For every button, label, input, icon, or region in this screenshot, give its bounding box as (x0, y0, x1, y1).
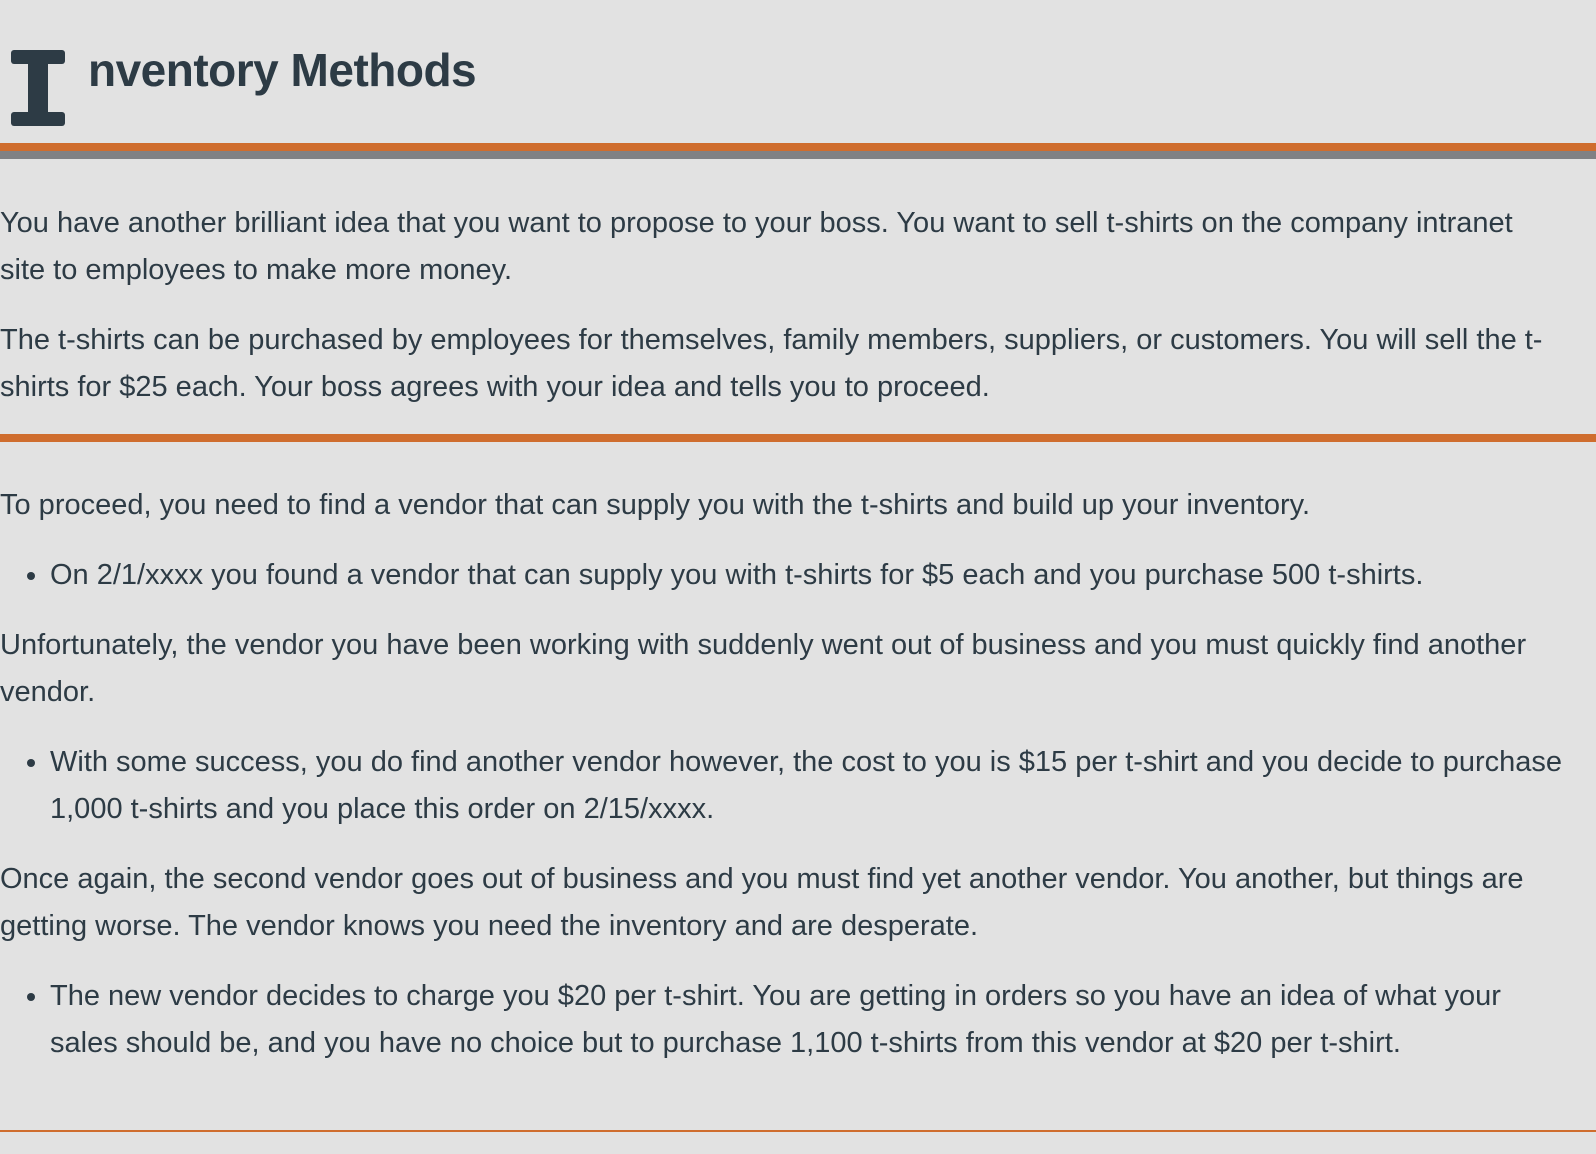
page-title: nventory Methods (88, 44, 477, 96)
bullet-list-3 (0, 973, 1565, 1067)
intro-section (0, 200, 1565, 434)
scenario-section (0, 482, 1565, 1090)
bullet-item-2: • With some success, you do find another vendor however, the cost to you is $15 per t-shirt and you decide to purchase 1,000 t-shirts and you place this order on 2/15/xxxx. (50, 739, 1565, 833)
intro-paragraph-1: You have another brilliant idea that you want to propose to your boss. You want to sell t-shirts on the company intranet site to employees to make more money. (0, 207, 1513, 286)
page-header (0, 0, 1596, 146)
bullet-item-3: • The new vendor decides to charge you $20 per t-shirt. You are getting in orders so you have an idea of what your sales should be, and you have no choice but to purchase 1,100 t-shirts from this vendor at $20 per t-shirt. (50, 973, 1565, 1067)
bullet-item-1: • On 2/1/xxxx you found a vendor that can supply you with t-shirts for $5 each and you purchase 500 t-shirts. (50, 552, 1565, 599)
header-divider-orange (0, 143, 1596, 151)
bottom-divider (0, 1130, 1596, 1132)
header-divider-gray (0, 151, 1596, 159)
scenario-paragraph-3: Once again, the second vendor goes out of business and you must find yet another vendor. You another, but things are getting worse. The vendor knows you need the inventory and are desperate. (0, 863, 1524, 942)
intro-paragraph-2: The t-shirts can be purchased by employees for themselves, family members, suppliers, or customers. You will sell the t-shirts for $25 each. Your boss agrees with your idea and tells you to proceed. (0, 324, 1543, 403)
bullet-list-2 (0, 739, 1565, 833)
scenario-paragraph-1: To proceed, you need to find a vendor that can supply you with the t-shirts and build up your inventory. (0, 489, 1311, 521)
bullet-list-1 (0, 552, 1565, 599)
dropcap-letter-i-icon (11, 50, 65, 126)
section-divider (0, 434, 1596, 442)
scenario-paragraph-2: Unfortunately, the vendor you have been working with suddenly went out of business and you must quickly find another vendor. (0, 629, 1527, 708)
